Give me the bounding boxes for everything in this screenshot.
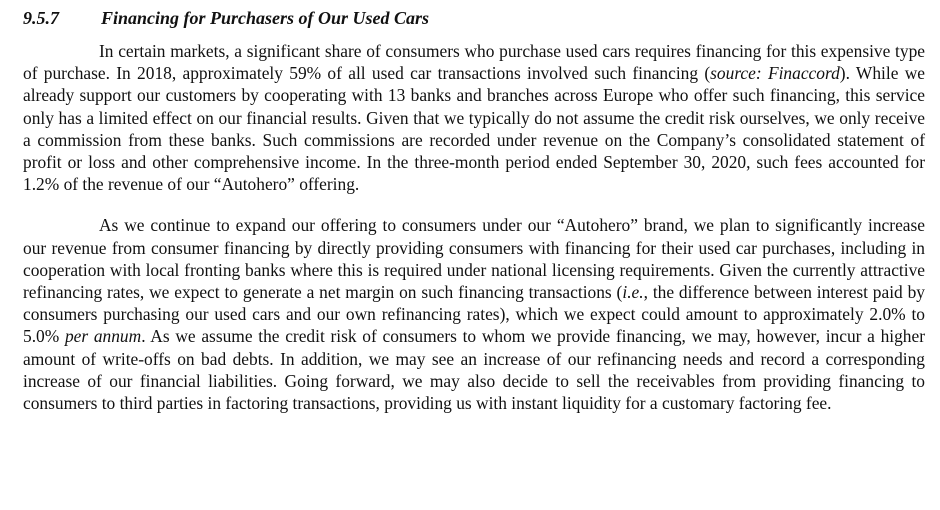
text-run-per-annum: per annum	[64, 326, 142, 347]
text-run-ie: i.e.	[622, 282, 644, 303]
text-run: ). While we already support our customers by cooperating with 13 banks and branches across Europe who offer such financing, this service only has a limited effect on our financial results. Given that we typically do not assume the credit risk ourselves, we only receive a commission from these banks. Such commissions are recorded under revenue on the Company’s consolidated statement of profit or loss and other comprehensive income. In the three-month period ended September 30, 2020, such fees accounted for 1.2% of the revenue of our “Autohero” offering.	[23, 63, 925, 195]
text-run: . As we assume the credit risk of consumers to whom we provide financing, we may, however, incur a higher amount of write-offs on bad debts. In addition, we may see an increase of our refinancing needs and record a corresponding increase of our financial liabilities. Going forward, we may also decide to sell the receivables from providing financing to consumers to third parties in factoring transactions, providing us with instant liquidity for a customary factoring fee.	[23, 326, 926, 414]
section-title: Financing for Purchasers of Our Used Cars	[101, 8, 430, 28]
section-heading	[23, 6, 925, 30]
text-run: In certain markets, a significant share of consumers who purchase used cars requires financing for this expensive type of purchase. In 2018, approximately 59% of all used car transactions involved such financing (	[23, 41, 925, 84]
paragraph-consumer-financing-current	[23, 40, 925, 195]
section-number: 9.5.7	[23, 8, 59, 28]
paragraph-consumer-financing-plans	[23, 214, 925, 414]
text-run: , the difference between interest paid by consumers purchasing our used cars and our own refinancing rates), which we expect could amount to approximately 2.0% to 5.0%	[23, 282, 925, 347]
text-run: As we continue to expand our offering to consumers under our “Autohero” brand, we plan to significantly increase our revenue from consumer financing by directly providing consumers with financing for their used car purchases, including in cooperation with local fronting banks where this is required under national licensing requirements. Given the currently attractive refinancing rates, we expect to generate a net margin on such financing transactions (	[23, 215, 925, 303]
document-page	[23, 6, 925, 414]
text-run-source-citation: source: Finaccord	[710, 63, 840, 84]
